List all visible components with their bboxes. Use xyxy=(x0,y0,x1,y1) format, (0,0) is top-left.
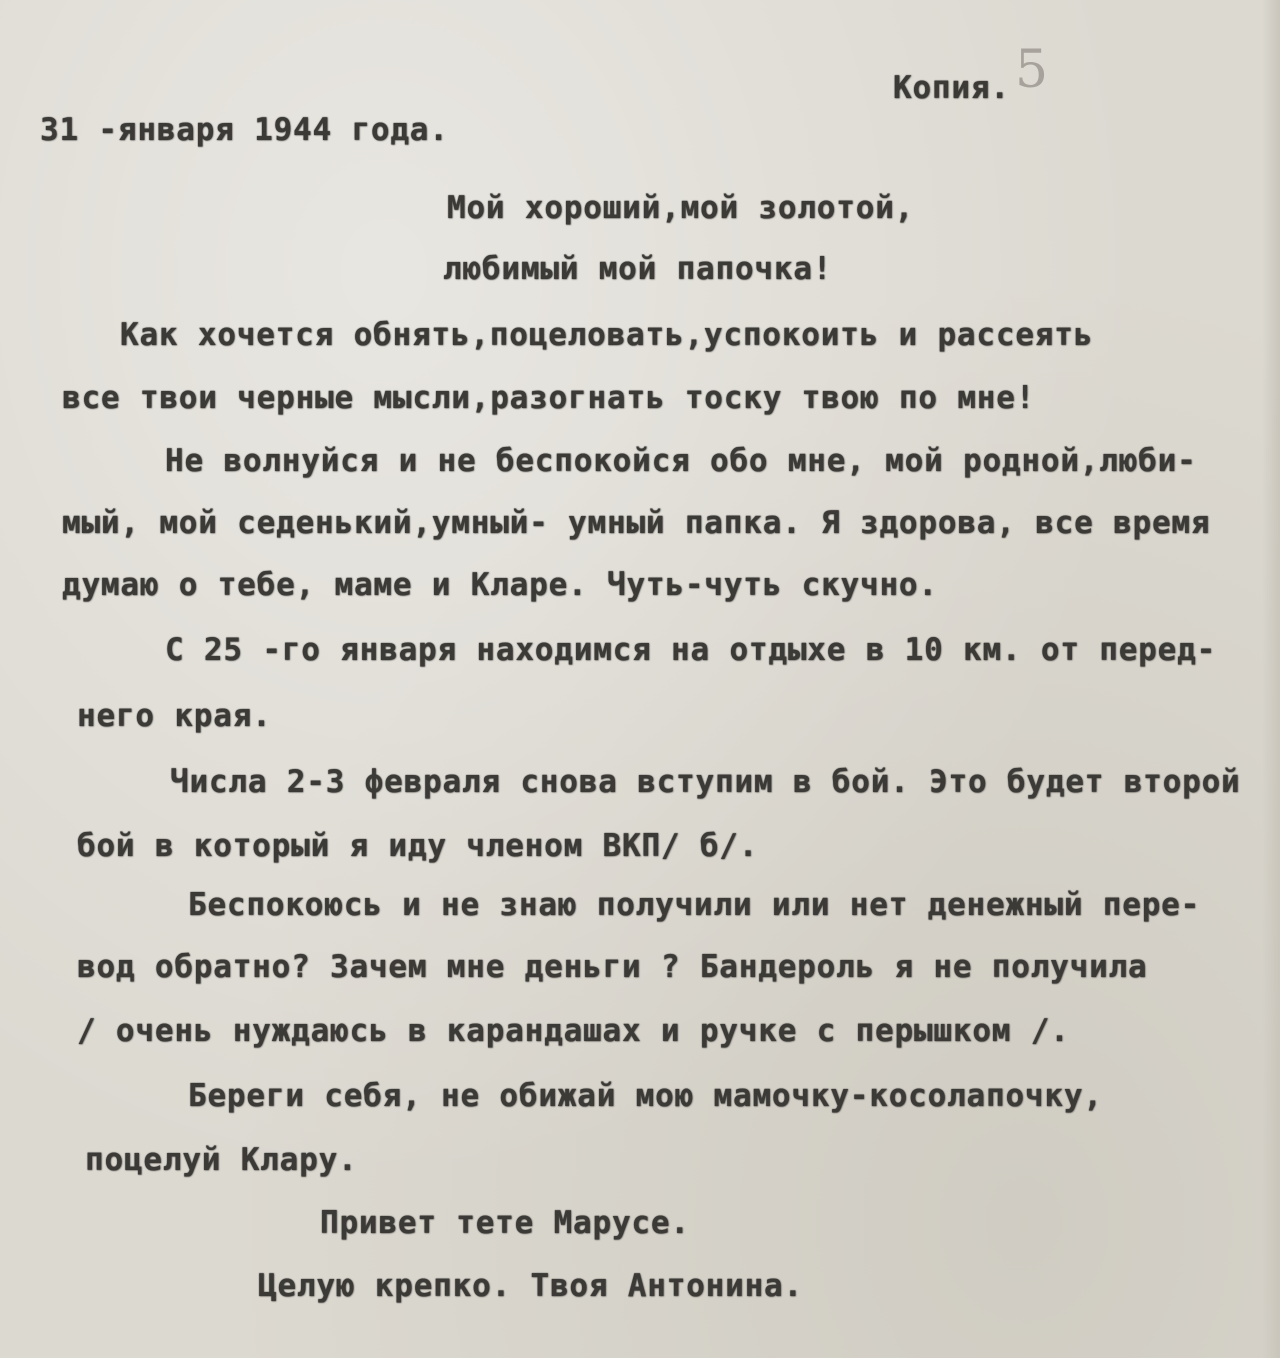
text-line: Береги себя, не обижай мою мамочку-косолапочку, xyxy=(188,1078,1103,1114)
text-line: мый, мой седенький,умный- умный папка. Я здорова, все время xyxy=(62,505,1211,541)
text-line: С 25 -го января находимся на отдыхе в 10 км. от перед- xyxy=(165,632,1217,668)
text-line: Как хочется обнять,поцеловать,успокоить и рассеять xyxy=(120,317,1094,353)
text-line: Беспокоюсь и не знаю получили или нет денежный пере- xyxy=(188,887,1201,923)
salutation-line-2: любимый мой папочка! xyxy=(443,251,833,287)
text-line: Числа 2-3 февраля снова вступим в бой. Это будет второй xyxy=(170,764,1241,800)
salutation-line-1: Мой хороший,мой золотой, xyxy=(447,190,915,226)
text-line: него края. xyxy=(77,698,272,734)
text-line: все твои черные мысли,разогнать тоску твою по мне! xyxy=(62,380,1036,416)
text-line: / очень нуждаюсь в карандашах и ручке с перышком /. xyxy=(77,1013,1070,1049)
text-line: вод обратно? Зачем мне деньги ? Бандероль я не получила xyxy=(77,949,1148,985)
closing-greeting: Привет тете Марусе. xyxy=(320,1205,690,1241)
pencil-page-number: 5 xyxy=(1015,40,1049,100)
text-line: поцелуй Клару. xyxy=(85,1142,358,1178)
text-line: бой в который я иду членом ВКП/ б/. xyxy=(77,828,759,864)
page-edge-shadow xyxy=(1262,0,1280,1358)
letter-date: 31 -января 1944 года. xyxy=(40,112,449,148)
text-line: Не волнуйся и не беспокойся обо мне, мой родной,люби- xyxy=(165,443,1197,479)
copy-label: Копия. xyxy=(893,70,1010,106)
text-line: думаю о тебе, маме и Кларе. Чуть-чуть скучно. xyxy=(62,567,938,603)
signature-line: Целую крепко. Твоя Антонина. xyxy=(258,1268,803,1304)
